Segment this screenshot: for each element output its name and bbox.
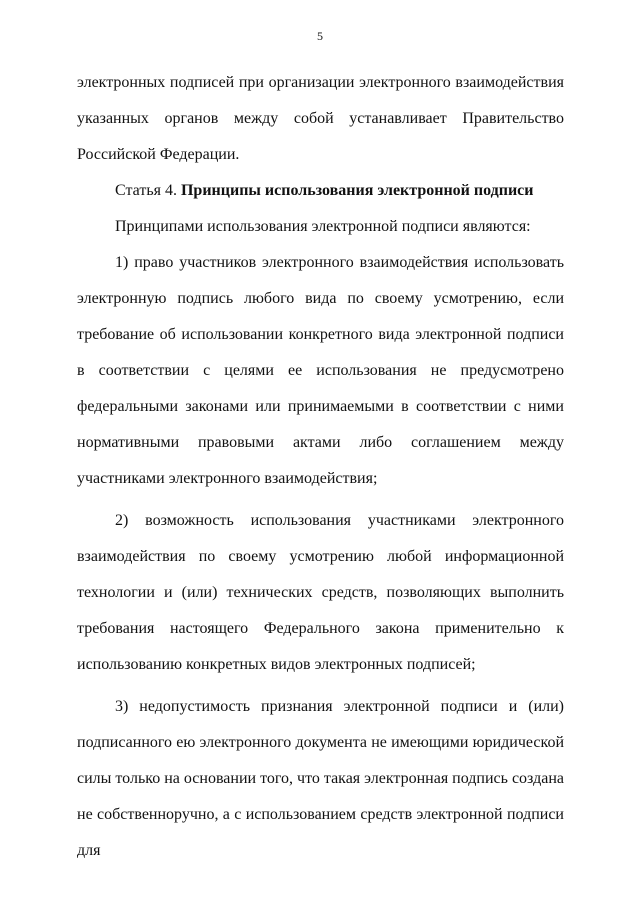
article-intro: Принципами использования электронной подписи являются: bbox=[115, 218, 531, 235]
article-title: Принципы использования электронной подписи bbox=[180, 182, 534, 199]
document-body bbox=[77, 65, 564, 869]
principle-item-2: 2) возможность использования участниками электронного взаимодействия по своему усмотрению любой информационной технологии и (или) технических средств, позволяющих выполнить требования настоящего Федерального закона применительно к использованию конкретных видов электронных подписей; bbox=[77, 512, 564, 673]
paragraph-continuation: электронных подписей при организации электронного взаимодействия указанных органов между собой устанавливает Правительство Российской Федерации. bbox=[77, 74, 564, 163]
principle-item-3: 3) недопустимость признания электронной подписи и (или) подписанного ею электронного документа не имеющими юридической силы только на основании того, что такая электронная подпись создана не собственноручно, а с использованием средств электронной подписи для bbox=[77, 698, 564, 859]
article-heading bbox=[77, 173, 564, 209]
page-number: 5 bbox=[317, 29, 323, 43]
article-number: Статья 4. bbox=[115, 182, 177, 199]
principle-item-1: 1) право участников электронного взаимодействия использовать электронную подпись любого вида по своему усмотрению, если требование об использовании конкретного вида электронной подписи в соответствии с целями ее использования не предусмотрено федеральными законами или принимаемыми в соответствии с ними нормативными правовыми актами либо соглашением между участниками электронного взаимодействия; bbox=[77, 254, 564, 487]
